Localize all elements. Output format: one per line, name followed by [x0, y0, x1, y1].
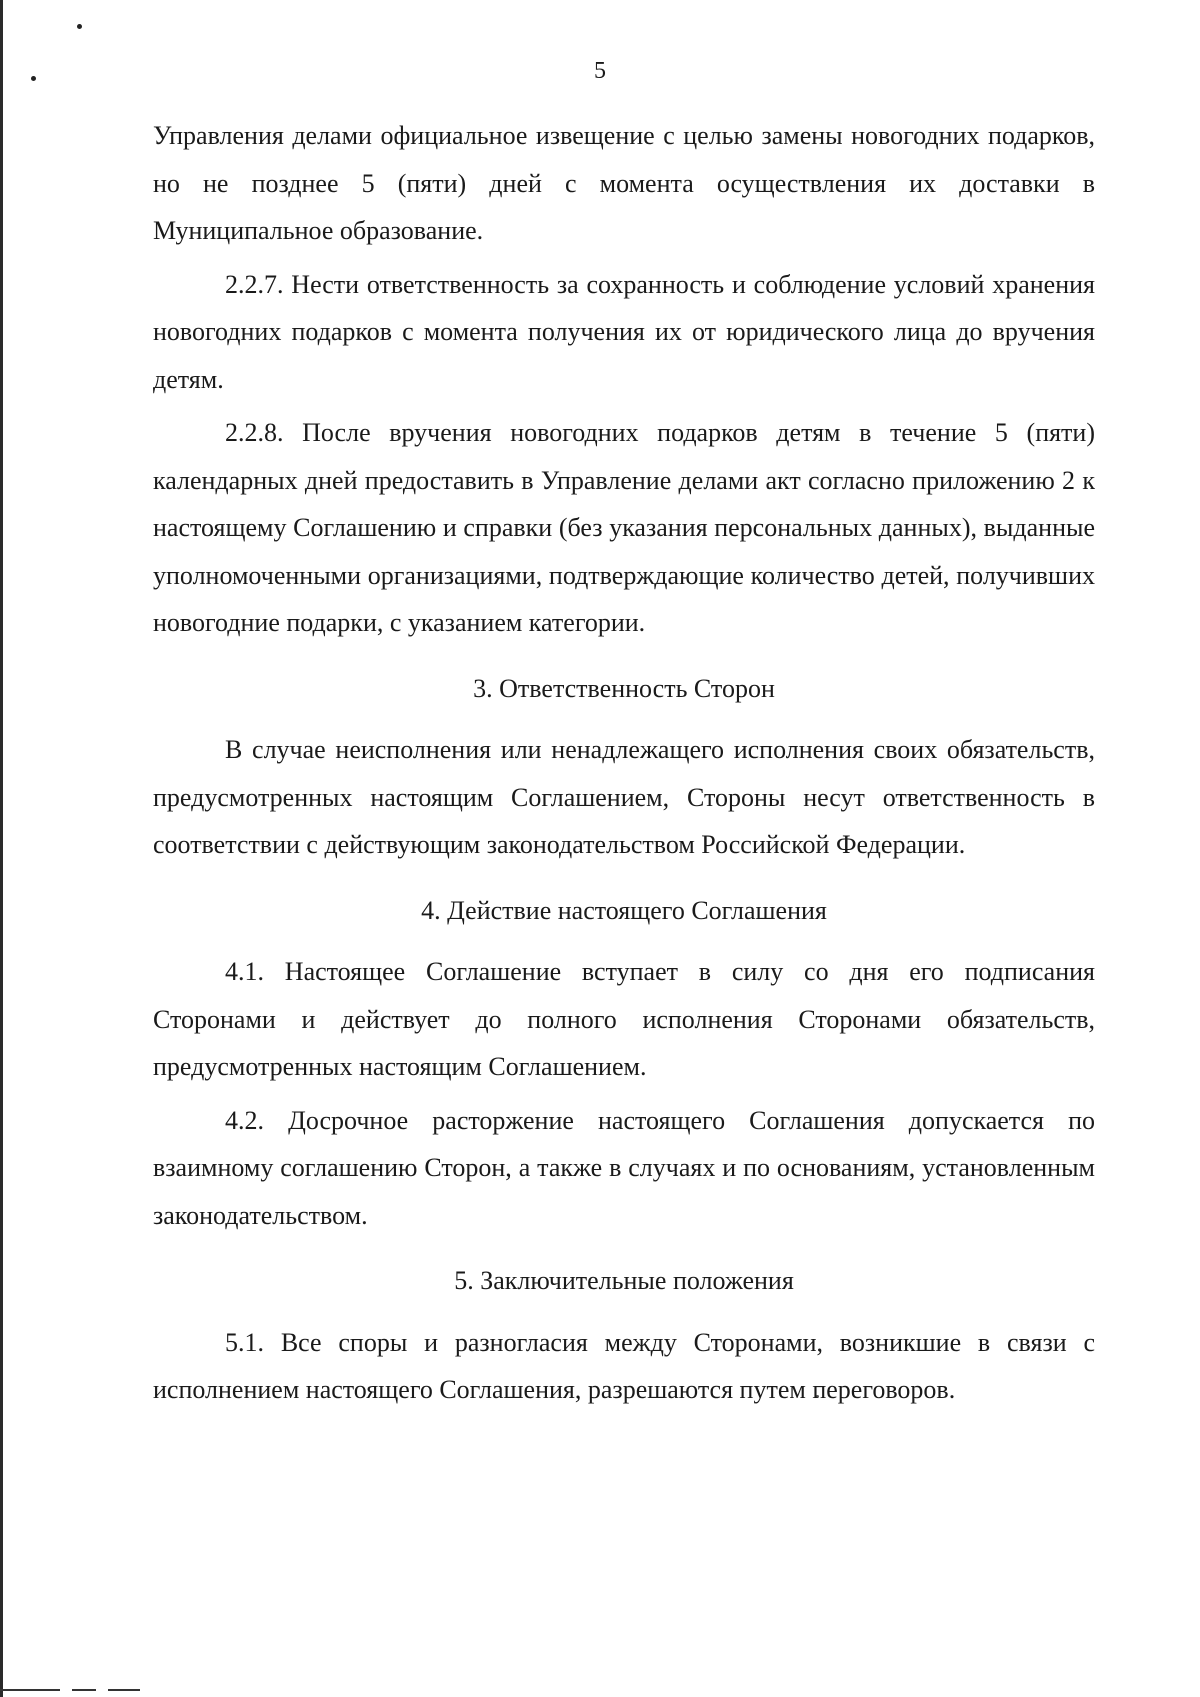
paragraph-5-1: 5.1. Все споры и разногласия между Сторонами, возникшие в связи с исполнением настоящего Соглашения, разрешаются путем переговоров. [153, 1327, 1095, 1404]
paragraph-2-2-8: 2.2.8. После вручения новогодних подарков детям в течение 5 (пяти) календарных дней предоставить в Управление делами акт согласно приложению 2 к настоящему Соглашению и справки (без указания персональных данных), выданные уполномоченными организациями, подтверждающие количество детей, получивших новогодние подарки, с указанием категории. [153, 418, 1095, 637]
paragraph-continuation: Управления делами официальное извещение с целью замены новогодних подарков, но не позднее 5 (пяти) дней с момента осуществления их доставки в Муниципальное образование. [153, 121, 1095, 245]
scan-edge-bottom [0, 1689, 140, 1691]
scan-edge-left [0, 0, 3, 1697]
scan-speck [77, 24, 82, 29]
document-body [153, 112, 1095, 1414]
paragraph-3: В случае неисполнения или ненадлежащего исполнения своих обязательств, предусмотренных настоящим Соглашением, Стороны несут ответственность в соответствии с действующим законодательством Российской Федерации. [153, 735, 1095, 859]
page-number: 5 [594, 58, 606, 84]
paragraph-4-2: 4.2. Досрочное расторжение настоящего Соглашения допускается по взаимному соглашению Сторон, а также в случаях и по основаниям, установленным законодательством. [153, 1105, 1095, 1230]
paragraph-2-2-7: 2.2.7. Нести ответственность за сохранность и соблюдение условий хранения новогодних подарков с момента получения их от юридического лица до вручения детям. [153, 269, 1095, 394]
section-heading-4: 4. Действие настоящего Соглашения [421, 895, 827, 925]
section-heading-3: 3. Ответственность Сторон [473, 673, 775, 703]
paragraph-4-1: 4.1. Настоящее Соглашение вступает в силу со дня его подписания Сторонами и действует до полного исполнения Сторонами обязательств, предусмотренных настоящим Соглашением. [153, 957, 1095, 1081]
section-heading-5: 5. Заключительные положения [454, 1266, 794, 1295]
